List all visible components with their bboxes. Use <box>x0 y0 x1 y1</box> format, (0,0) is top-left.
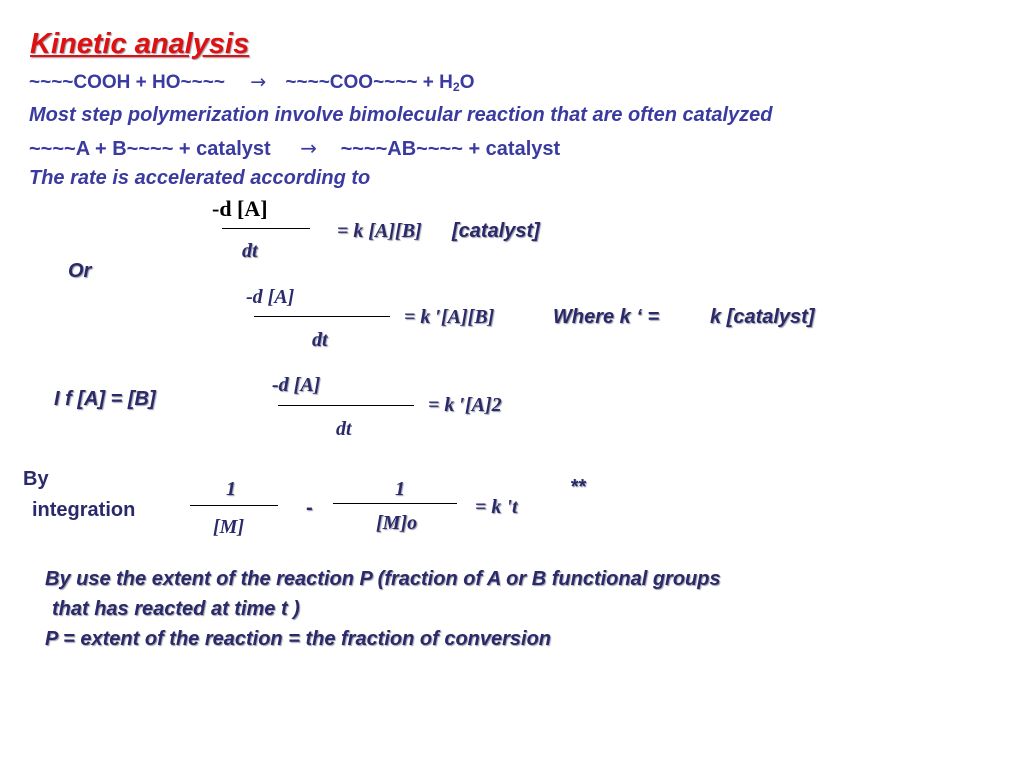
eq4-frac2-numerator: 1 <box>395 478 405 500</box>
reaction1-left: ~~~~COOH + HO~~~~ <box>29 72 225 93</box>
eq1-catalyst: [catalyst] <box>452 220 540 242</box>
extent-line-2: that has reacted at time t ) <box>52 598 300 620</box>
rate-intro-text: The rate is accelerated according to <box>29 167 371 189</box>
eq4-label-integration: integration <box>32 499 136 521</box>
eq1-rhs: = k [A][B] <box>337 220 422 242</box>
eq3-condition: I f [A] = [B] <box>54 388 156 410</box>
eq1-denominator: dt <box>242 240 258 262</box>
eq2-numerator-text: d [A] <box>252 286 295 308</box>
reaction1-tail: O <box>459 72 475 93</box>
eq4-frac2-bar <box>333 503 457 504</box>
eq2-rhs: = k ′[A][B] <box>404 306 495 328</box>
or-label: Or <box>68 260 92 282</box>
eq4-frac1-bar <box>190 505 278 506</box>
eq2-denominator: dt <box>312 329 328 351</box>
eq2-where-label: Where k ‘ = <box>553 306 660 328</box>
eq1-fraction-bar <box>222 228 310 229</box>
reaction1-right: ~~~~COO~~~~ + H <box>285 72 453 93</box>
reaction2-left: ~~~~A + B~~~~ + catalyst <box>29 138 271 160</box>
reaction-esterification <box>29 71 474 94</box>
eq4-rhs: = k 't <box>475 496 518 518</box>
eq4-minus: - <box>306 497 313 519</box>
page-title: Kinetic analysis <box>30 28 250 60</box>
reaction2-right: ~~~~AB~~~~ + catalyst <box>340 138 561 160</box>
eq2-minus: - <box>246 286 253 308</box>
extent-line-3: P = extent of the reaction = the fraction of conversion <box>45 628 552 650</box>
eq4-mark: ** <box>570 476 586 498</box>
eq1-numerator: -d [A] <box>212 196 268 221</box>
reaction1-subscript: 2 <box>452 80 460 94</box>
extent-line-1: By use the extent of the reaction P (fraction of A or B functional groups <box>45 568 721 590</box>
eq3-fraction-bar <box>278 405 414 406</box>
eq3-rhs: = k ′[A]2 <box>428 394 502 416</box>
eq4-frac2-denominator: [M]o <box>376 512 418 534</box>
arrow-right-icon: → <box>300 136 317 160</box>
reaction-catalyzed <box>29 136 560 161</box>
eq3-numerator: -d [A] <box>272 374 321 396</box>
eq3-denominator: dt <box>336 418 352 440</box>
eq4-frac1-numerator: 1 <box>226 478 236 500</box>
eq4-label-by: By <box>23 468 49 490</box>
eq2-fraction-bar <box>254 316 390 317</box>
statement-text: Most step polymerization involve bimolecular reaction that are often catalyzed <box>29 104 773 126</box>
eq2-numerator <box>246 286 294 309</box>
eq4-frac1-denominator: [M] <box>213 516 245 538</box>
eq2-where-value: k [catalyst] <box>710 306 815 328</box>
arrow-right-icon: → <box>250 71 267 93</box>
